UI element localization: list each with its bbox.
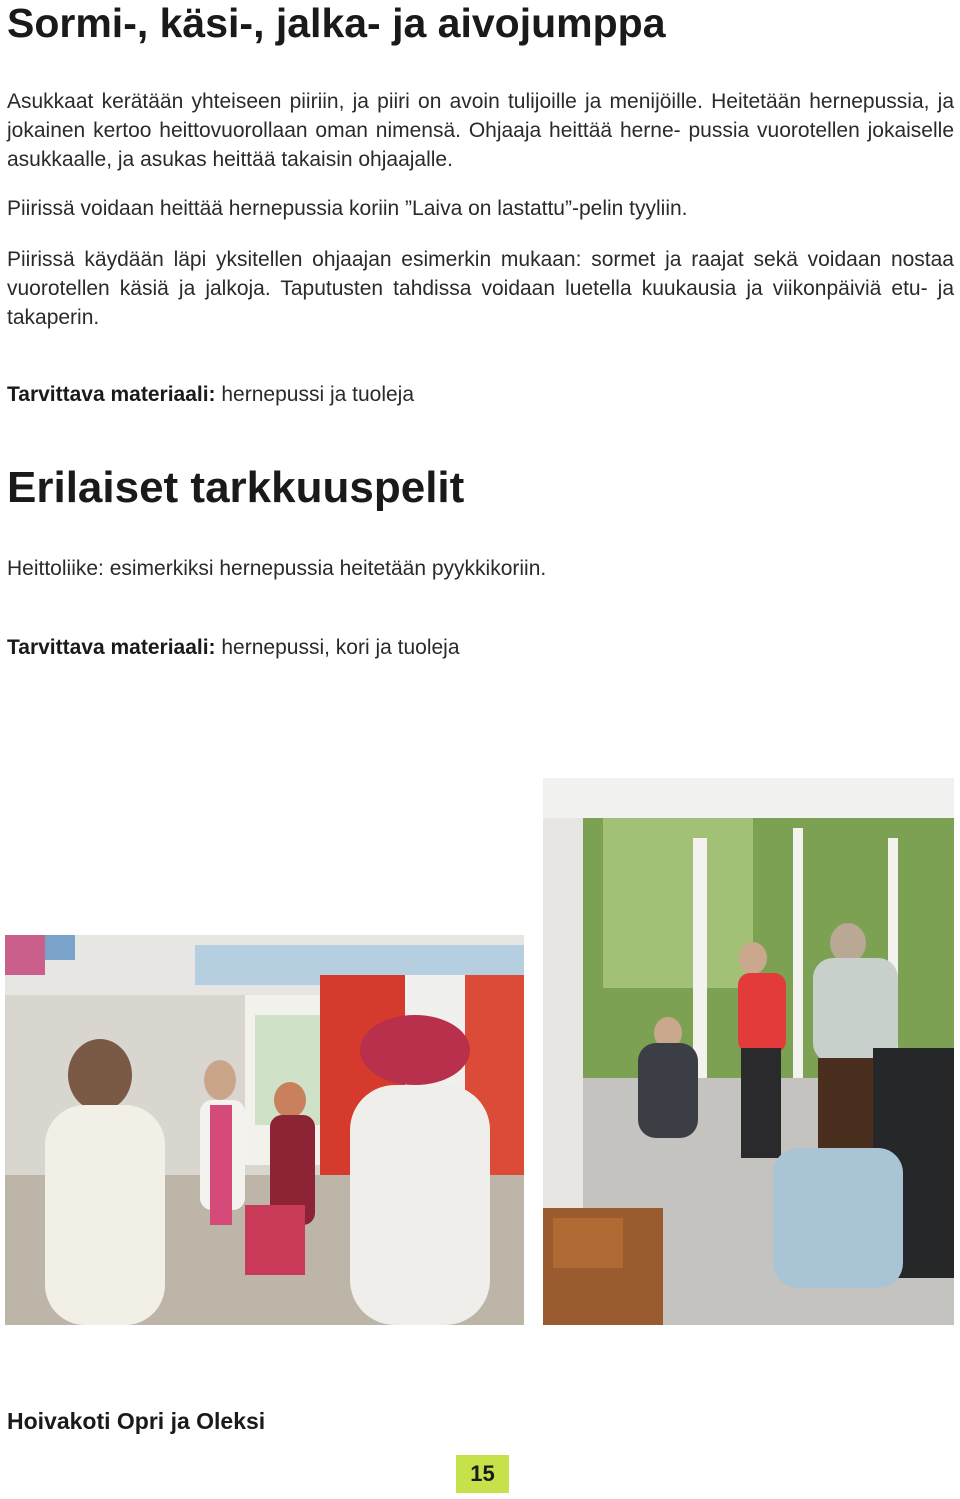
materials-label: Tarvittava materiaali: <box>7 383 216 406</box>
footer-organization: Hoivakoti Opri ja Oleksi <box>7 1408 266 1434</box>
photo-terrace-exercise <box>543 778 954 1325</box>
section-heading-accuracy-games: Erilaiset tarkkuuspelit <box>7 463 465 512</box>
materials-value: hernepussi ja tuoleja <box>215 383 415 406</box>
paragraph-circle-intro: Asukkaat kerätään yhteiseen piiriin, ja piiri on avoin tulijoille ja menijöille. Heitetään hernepussia, ja jokainen kertoo heittovuorollaan oman nimensä. Ohjaaja heittää herne- pussia vuorotellen jokaiselle asukkaalle, ja asukas heittää takaisin ohjaajalle. <box>7 90 954 171</box>
materials-line-1 <box>7 380 954 409</box>
paragraph-throwing-motion: Heittoliike: esimerkiksi hernepussia heitetään pyykkikoriin. <box>7 557 547 580</box>
section-heading-gymnastics: Sormi-, käsi-, jalka- ja aivojumppa <box>7 0 666 46</box>
paragraph-basket-throw: Piirissä voidaan heittää hernepussia koriin ”Laiva on lastattu”-pelin tyyliin. <box>7 197 688 220</box>
materials-value: hernepussi, kori ja tuoleja <box>215 636 460 659</box>
page-number: 15 <box>456 1455 509 1493</box>
paragraph-exercises: Piirissä käydään läpi yksitellen ohjaajan esimerkin mukaan: sormet ja raajat sekä voidaan nostaa vuorotellen käsiä ja jalkoja. Taputusten tahdissa voidaan luetella kuukausia ja viikonpäiviä etu- ja takaperin. <box>7 248 954 329</box>
photo-indoor-exercise <box>5 935 524 1325</box>
materials-label: Tarvittava materiaali: <box>7 636 216 659</box>
materials-line-2 <box>7 633 954 662</box>
